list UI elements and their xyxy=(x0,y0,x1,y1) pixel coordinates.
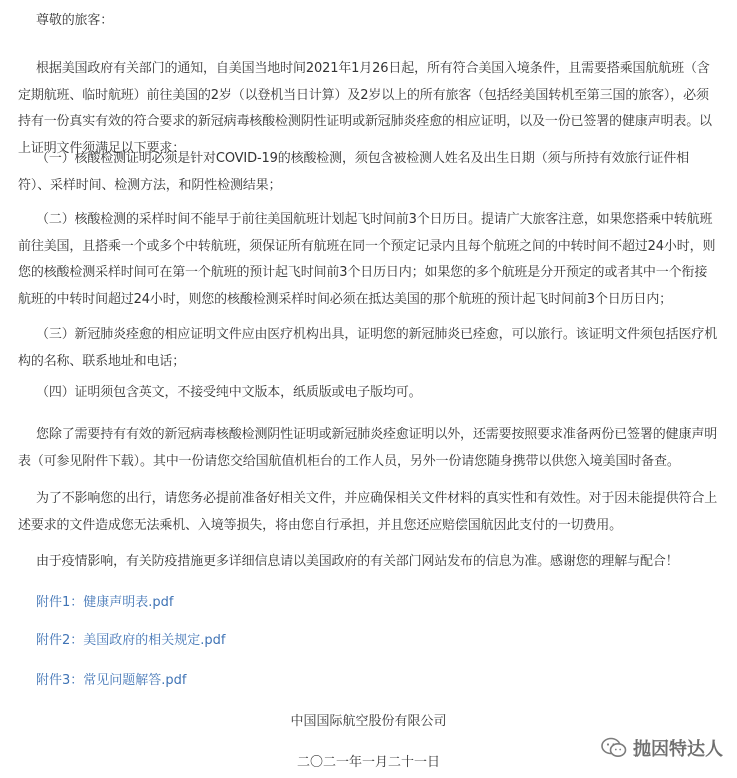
paragraph-closing: 由于疫情影响，有关防疫措施更多详细信息请以美国政府的有关部门网站发布的信息为准。感谢您的理解与配合！ xyxy=(36,554,679,569)
watermark xyxy=(601,734,723,762)
paragraph-requirement-4: （四）证明须包含英文，不接受纯中文版本，纸质版或电子版均可。 xyxy=(36,385,422,400)
signature-company: 中国国际航空股份有限公司 xyxy=(290,714,447,729)
paragraph-responsibility: 为了不影响您的出行，请您务必提前准备好相关文件，并应确保相关文件材料的真实性和有效性。对于因未能提供符合上述要求的文件造成您无法乘机、入境等损失，将由您自行承担，并且您还应赔偿国航因此支付的一切费用。 xyxy=(18,491,718,533)
greeting: 尊敬的旅客： xyxy=(36,13,114,28)
signature-date: 二〇二一年一月二十一日 xyxy=(296,755,440,770)
attachment-link-faq[interactable]: 附件3：常见问题解答.pdf xyxy=(36,673,187,688)
watermark-text: 抛因特达人 xyxy=(633,739,723,760)
paragraph-intro: 根据美国政府有关部门的通知，自美国当地时间2021年1月26日起，所有符合美国入境条件，且需要搭乘国航航班（含定期航班、临时航班）前往美国的2岁（以登机当日计算）及2岁以上的所有旅客（包括经美国转机至第三国的旅客），必须持有一份真实有效的符合要求的新冠病毒核酸检测阴性证明或新冠肺炎痊愈的相应证明，以及一份已签署的健康声明表。以上证明文件须满足以下要求： xyxy=(18,61,712,156)
attachment-link-us-regulations[interactable]: 附件2：美国政府的相关规定.pdf xyxy=(36,633,226,648)
paragraph-requirement-1: （一）核酸检测证明必须是针对COVID-19的核酸检测，须包含被检测人姓名及出生日期（须与所持有效旅行证件相符）、采样时间、检测方法，和阴性检测结果； xyxy=(18,151,689,193)
paragraph-requirement-2: （二）核酸检测的采样时间不能早于前往美国航班计划起飞时间前3个日历日。提请广大旅客注意，如果您搭乘中转航班前往美国，且搭乘一个或多个中转航班，须保证所有航班在同一个预定记录内且每个航班之间的中转时间不超过24小时，则您的核酸检测采样时间可在第一个航班的预计起飞时间前3个日历日内；如果您的多个航班是分开预定的或者其中一个衔接航班的中转时间超过24小时，则您的核酸检测采样时间必须在抵达美国的那个航班的预计起飞时间前3个日历日内； xyxy=(18,212,716,307)
attachment-link-health-form[interactable]: 附件1：健康声明表.pdf xyxy=(36,595,174,610)
paragraph-health-declaration: 您除了需要持有有效的新冠病毒核酸检测阴性证明或新冠肺炎痊愈证明以外，还需要按照要求准备两份已签署的健康声明表（可参见附件下载）。其中一份请您交给国航值机柜台的工作人员，另外一份请您随身携带以供您入境美国时备查。 xyxy=(18,427,718,469)
wechat-icon xyxy=(601,737,627,759)
paragraph-requirement-3: （三）新冠肺炎痊愈的相应证明文件应由医疗机构出具，证明您的新冠肺炎已痊愈，可以旅行。该证明文件须包括医疗机构的名称、联系地址和电话； xyxy=(18,327,718,369)
